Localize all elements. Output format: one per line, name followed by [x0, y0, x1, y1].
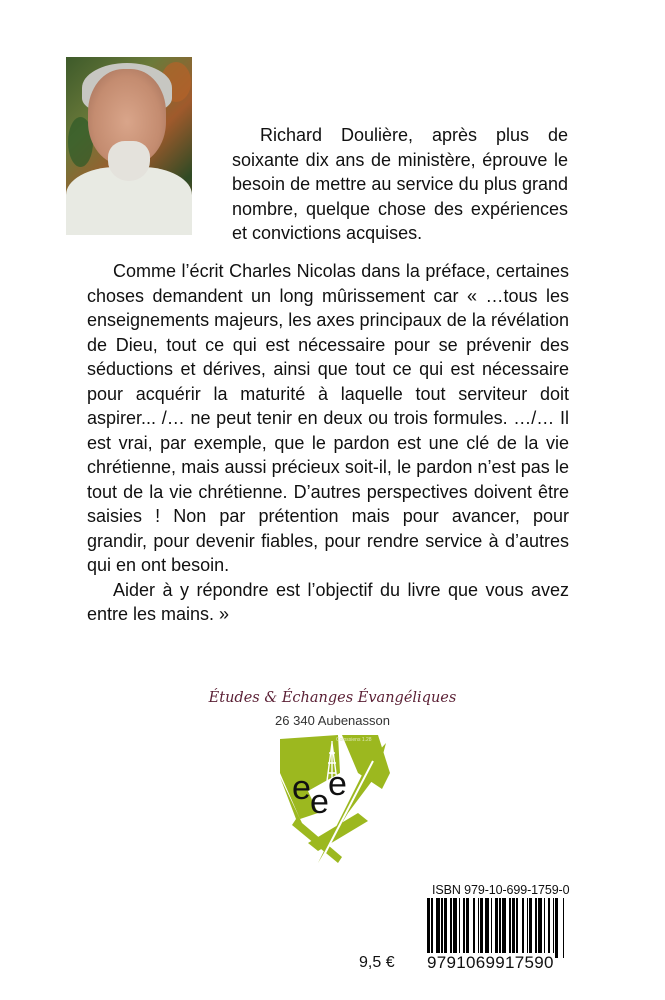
svg-text:e: e — [292, 769, 311, 807]
barcode — [427, 898, 615, 958]
back-cover-text — [87, 259, 569, 627]
logo-verse: Colossiens 1.28 — [336, 737, 372, 743]
publisher-address: 26 340 Aubenasson — [275, 713, 390, 728]
barcode-bar — [564, 898, 565, 958]
paragraph: Comme l’écrit Charles Nicolas dans la préface, certaines choses demandent un long mûrissement car « …tous les enseignements majeurs, les axes principaux de la révélation de Dieu, tout ce qui est nécessaire pour se prévenir des séductions et dérives, ainsi que tout ce qui est nécessaire pour acquérir la maturité à laquelle tout serviteur doit aspirer... /… ne peut tenir en deux ou trois formules. …/… Il est vrai, par exemple, que le pardon est une clé de la vie chrétienne, mais aussi précieux soit-il, le pardon n’est pas le tout de la vie chrétienne. D’autres perspectives doivent être saisies ! Non par prétention mais pour avancer, pour grandir, pour devenir fiables, pour rendre service à d’autres qui en ont besoin. — [87, 261, 569, 575]
svg-text:e: e — [328, 765, 347, 803]
barcode-digits: 9791069917590 — [427, 953, 554, 972]
svg-text:e: e — [310, 783, 329, 821]
isbn-label: ISBN 979-10-699-1759-0 — [432, 883, 570, 897]
author-intro: Richard Doulière, après plus de soixante dix ans de ministère, éprouve le besoin de mettre au service du plus grand nombre, quelque chose des expériences et convictions acquises. — [232, 125, 568, 243]
publisher-name: Études & Échanges Évangéliques — [208, 690, 457, 706]
paragraph: Aider à y répondre est l’objectif du livre que vous avez entre les mains. » — [87, 579, 569, 624]
photo-beard — [108, 141, 150, 181]
author-photo — [66, 57, 192, 235]
price: 9,5 € — [359, 954, 395, 971]
publisher-logo-icon — [278, 733, 393, 868]
